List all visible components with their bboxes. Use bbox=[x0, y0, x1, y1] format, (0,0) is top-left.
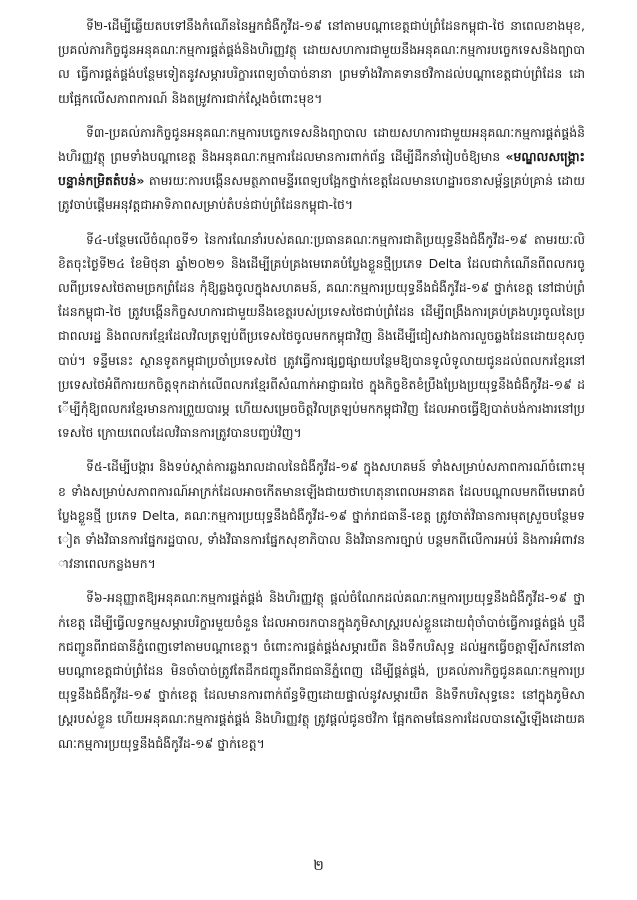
paragraph-point-6: ទី៦-អនុញ្ញាតឱ្យអនុគណៈកម្មការផ្គត់ផ្គង់ និងហិរញ្ញវត្ថុ ផ្តល់ចំណែកដល់គណៈកម្មការប្រយុទ្ធនឹងជំងឺកូវីដ-១៩ ថ្នាក់ខេត្ត ដើម្បីធ្វើលទ្ធកម្មសម្ភារបរិក្ខារមួយចំនួន ដែលអាចរកបានក្នុងភូមិសាស្ត្ររបស់ខ្លួនដោយពុំចាំបាច់ធ្វើការផ្គត់ផ្គង់ ឬដឹកជញ្ជូនពីរាជធានីភ្នំពេញទៅតាមបណ្តាខេត្ត។ ចំពោះការផ្គត់ផ្គង់សម្ភារយឺត និងទឹកបរិសុទ្ធ ដល់អ្នកធ្វើចត្តាឡីស័កនៅតាមបណ្តាខេត្តជាប់ព្រំដែន មិនចាំបាច់ត្រូវតែដឹកជញ្ជូនពីរាជធានីភ្នំពេញ ដើម្បីផ្គត់ផ្គង់, ប្រគល់ភារកិច្ចជូនគណៈកម្មការប្រយុទ្ធនឹងជំងឺកូវីដ-១៩ ថ្នាក់ខេត្ត ដែលមានការពាក់ព័ន្ធទិញដោយផ្ទាល់នូវសម្ភារយឺត និងទឹកបរិសុទ្ធនេះ នៅក្នុងភូមិសាស្ត្ររបស់ខ្លួន ហើយអនុគណៈកម្មការផ្គត់ផ្គង់ និងហិរញ្ញវត្ថុ ត្រូវផ្តល់ជូនថវិកា ផ្អែកតាមផែនការដែលបានស្នើឡើងដោយគណៈកម្មការប្រយុទ្ធនឹងជំងឺកូវីដ-១៩ ថ្នាក់ខេត្ត។ bbox=[58, 590, 585, 751]
paragraph-point-5: ទី៥-ដើម្បីបង្ការ និងទប់ស្កាត់ការឆ្លងរាលដាលនៃជំងឺកូវីដ-១៩ ក្នុងសហគមន៍ ទាំងសម្រាប់សភាពការណ៍ចំពោះមុខ ទាំងសម្រាប់សភាពការណ៍អាក្រក់ដែលអាចកើតមានឡើងជាយថាហេតុនាពេលអនាគត ដែលបណ្តាលមកពីមេរោគបំប្លែងខ្លួនថ្មី ប្រភេទ Delta, គណៈកម្មការប្រយុទ្ធនឹងជំងឺកូវីដ-១៩ ថ្នាក់រាជធានី-ខេត្ត ត្រូវចាត់វិធានការមុតស្រួចបន្ថែមទៀត ទាំងវិធានការផ្នែករដ្ឋបាល, ទាំងវិធានការផ្នែកសុខាភិបាល និងវិធានការច្បាប់ បន្តមកពីលើការអប់រំ និងការអំពាវនាវនាពេលកន្លងមក។ bbox=[58, 459, 585, 572]
paragraph-point-3-text-after: តាមរយៈការបង្កើនសមត្ថភាពមន្ទីរពេទ្យបង្អែកថ្នាក់ខេត្តដែលមានហេដ្ឋារចនាសម្ព័ន្ធគ្រប់គ្រាន់ ដោយត្រូវចាប់ផ្តើមអនុវត្តជាអាទិភាពសម្រាប់តំបន់ជាប់ព្រំដែនកម្ពុជា-ថៃ។ bbox=[58, 173, 585, 213]
paragraph-point-2: ទី២-ដើម្បីឆ្លើយតបទៅនឹងកំណើននៃអ្នកជំងឺកូវីដ-១៩ នៅតាមបណ្តាខេត្តជាប់ព្រំដែនកម្ពុជា-ថៃ នាពេលខាងមុខ, ប្រគល់ភារកិច្ចជូនអនុគណៈកម្មការផ្គត់ផ្គង់និងហិរញ្ញវត្ថុ ដោយសហការជាមួយនឹងអនុគណៈកម្មការបច្ចេកទេសនិងព្យាបាល ធ្វើការផ្គត់ផ្គង់បន្ថែមទៀតនូវសម្ភារបរិក្ខារពេទ្យចាំបាច់នានា ព្រមទាំងវិភាគទានថវិកាដល់បណ្តាខេត្តជាប់ព្រំដែន ដោយផ្អែកលើសភាពការណ៍ និងតម្រូវការជាក់ស្តែងចំពោះមុខ។ bbox=[58, 18, 585, 106]
page-number: ២ bbox=[313, 858, 324, 874]
paragraph-point-4: ទី៤-បន្ថែមលើចំណុចទី១ នៃការណែនាំរបស់គណៈប្រធានគណៈកម្មការជាតិប្រយុទ្ធនឹងជំងឺកូវីដ-១៩ តាមរយៈលិខិតចុះថ្ងៃទី២៤ ខែមិថុនា ឆ្នាំ២០២១ និងដើម្បីគ្រប់គ្រងមេរោគបំប្លែងខ្លួនថ្មីប្រភេទ Delta ដែលជាកំណើនពីពលករចូលពីប្រទេសថៃតាមច្រកព្រំដែន កុំឱ្យឆ្លងចូលក្នុងសហគមន៍, គណៈកម្មការប្រយុទ្ធនឹងជំងឺកូវីដ-១៩ ថ្នាក់ខេត្ត នៅជាប់ព្រំដែនកម្ពុជា-ថៃ ត្រូវបង្កើនកិច្ចសហការជាមួយនឹងខេត្តរបស់ប្រទេសថៃជាប់ព្រំដែន ដើម្បីពង្រឹងការគ្រប់គ្រងហូរចូលនៃប្រជាពលរដ្ឋ និងពលករខ្មែរដែលវិលត្រឡប់ពីប្រទេសថៃចូលមកកម្ពុជាវិញ និងដើម្បីជៀសវាងការលួចឆ្លងដែនដោយខុសច្បាប់។ ទន្ទឹមនេះ ស្ថានទូតកម្ពុជាប្រចាំប្រទេសថៃ ត្រូវធ្វើការផ្សព្វផ្សាយបន្ថែមឱ្យបានទូលំទូលាយជូនដល់ពលករខ្មែរនៅប្រទេសថៃអំពីការយកចិត្តទុកដាក់លើពលករខ្មែរពីសំណាក់អាជ្ញាធរថៃ ក្នុងកិច្ចខិតខំប្រឹងប្រែងប្រយុទ្ធនឹងជំងឺកូវីដ-១៩ ដើម្បីកុំឱ្យពលករខ្មែរមានការព្រួយបារម្ភ ហើយសម្រេចចិត្តវិលត្រឡប់មកកម្ពុជាវិញ ដែលអាចធ្វើឱ្យបាត់បង់ការងារនៅប្រទេសថៃ ក្រោយពេលដែលវិធានការត្រូវបានបញ្ចប់វិញ។ bbox=[58, 231, 585, 441]
regional-emergency-center-term: «មណ្ឌលសង្គ្រោះបន្ទាន់កម្រិតតំបន់» bbox=[58, 149, 585, 189]
paragraph-point-3-text-before: ទី៣-ប្រគល់ភារកិច្ចជូនអនុគណៈកម្មការបច្ចេកទេសនិងព្យាបាល ដោយសហការជាមួយអនុគណៈកម្មការផ្គត់ផ្គង់និងហិរញ្ញវត្ថុ ព្រមទាំងបណ្តាខេត្ត និងអនុគណៈកម្មការដែលមានការពាក់ព័ន្ធ ដើម្បីដឹកនាំរៀបចំឱ្យមាន bbox=[58, 124, 585, 165]
paragraph-point-3 bbox=[58, 121, 585, 218]
